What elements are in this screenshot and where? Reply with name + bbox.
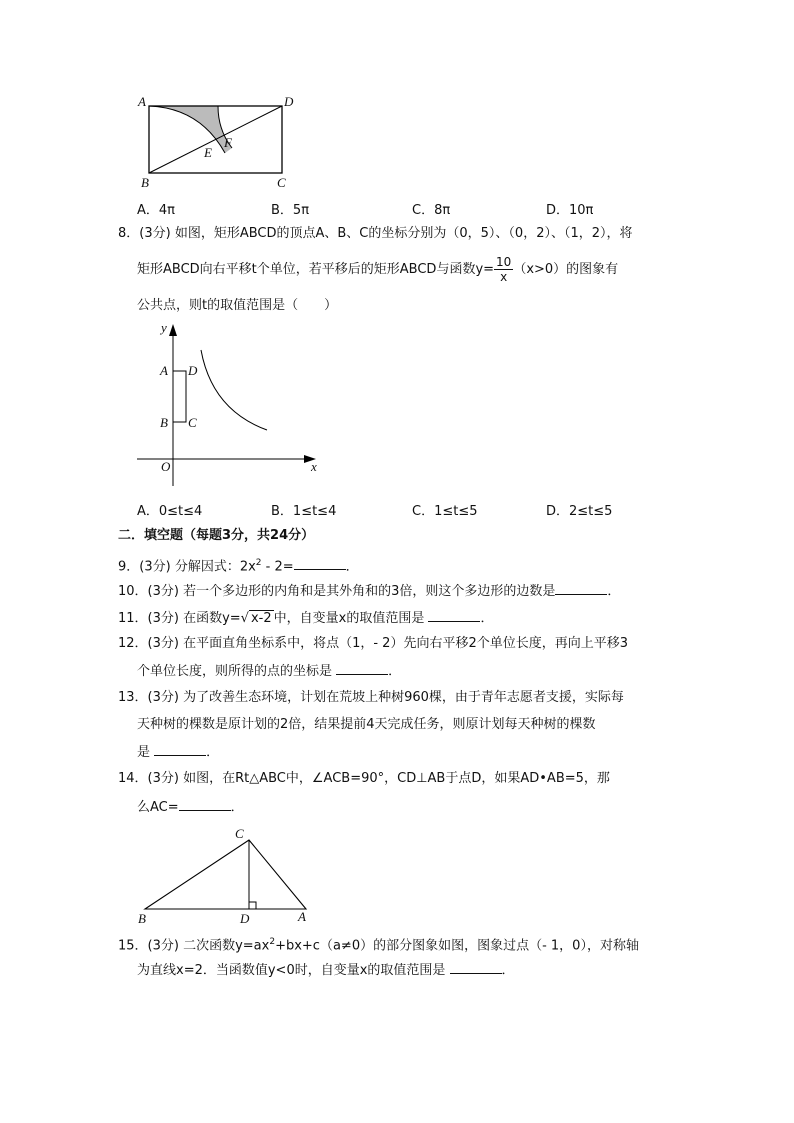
- q12-end: ．: [388, 664, 402, 679]
- label-a: A: [138, 94, 146, 109]
- q11-text-b: 中，自变量x的取值范围是: [273, 611, 429, 626]
- graph-label-c: C: [188, 415, 197, 430]
- label-c: C: [277, 175, 286, 190]
- q9: [118, 554, 359, 576]
- section-heading: 二．填空题（每题3分，共24分）: [118, 528, 315, 543]
- q8-option-b: B．1≤t≤4: [271, 504, 337, 519]
- answer-blank: [179, 798, 231, 811]
- q11-radicand: x-2: [250, 611, 272, 626]
- rectangle-figure: [149, 106, 282, 173]
- q10-text: 10．(3分) 若一个多边形的内角和是其外角和的3倍，则这个多边形的边数是: [118, 584, 556, 599]
- answer-blank: [336, 662, 388, 675]
- answer-blank: [555, 582, 607, 595]
- answer-blank: [154, 743, 206, 756]
- answer-blank: [450, 961, 502, 974]
- q9-text: 9．(3分) 分解因式：2x: [118, 559, 256, 575]
- fraction-numerator: 10: [496, 255, 512, 269]
- q15-exponent: 2: [269, 937, 276, 947]
- graph-label-y: y: [161, 320, 167, 335]
- triangle-figure: [145, 840, 306, 909]
- q15-line2: [137, 961, 515, 980]
- q14-line1: 14．(3分) 如图，在Rt△ABC中，∠ACB=90°，CD⊥AB于点D，如果AD•AB=5，那: [118, 771, 610, 786]
- q8-fraction: [494, 255, 513, 284]
- q8-line2-text: 矩形ABCD向右平移t个单位，若平移后的矩形ABCD与函数y=: [137, 262, 495, 277]
- q15-text-b: +bx+c（a≠0）的部分图象如图，图象过点（- 1，0），对称轴: [275, 938, 639, 954]
- q15-text: 15．(3分) 二次函数y=ax: [118, 938, 270, 954]
- q8-line3: 公共点，则t的取值范围是（ ）: [137, 298, 338, 313]
- tri-label-b: B: [138, 911, 146, 926]
- q11-end: ．: [480, 611, 494, 626]
- q10-end: ．: [607, 584, 621, 599]
- q13-line3: [137, 743, 219, 762]
- q7-option-b: B．5π: [271, 203, 310, 218]
- q14-text: 么AC=: [137, 800, 179, 815]
- graph-label-a: A: [160, 363, 168, 378]
- q12-line2: [137, 662, 401, 681]
- fraction-denominator: x: [500, 270, 508, 284]
- q9-text-b: - 2=: [261, 559, 294, 575]
- q15-text-2: 为直线x=2．当函数值y<0时，自变量x的取值范围是: [137, 963, 450, 978]
- q13-end: ．: [206, 745, 220, 760]
- q13-line2: 天种树的棵数是原计划的2倍，结果提前4天完成任务，则原计划每天种树的棵数: [137, 717, 596, 732]
- label-d: D: [284, 94, 294, 109]
- graph-label-o: O: [161, 459, 171, 474]
- label-f: F: [224, 135, 232, 150]
- label-e: E: [204, 145, 212, 160]
- graph-label-d: D: [188, 363, 198, 378]
- q14-line2: [137, 798, 244, 817]
- q13-line1: 13．(3分) 为了改善生态环境，计划在荒坡上种树960棵，由于青年志愿者支援，实际每: [118, 690, 624, 705]
- answer-blank: [294, 557, 346, 570]
- graph-label-b: B: [160, 415, 168, 430]
- label-b: B: [141, 175, 149, 190]
- q14-end: ．: [230, 800, 244, 815]
- q9-end: ．: [345, 559, 359, 575]
- q15-end: ．: [501, 963, 515, 978]
- q7-option-a: A．4π: [137, 203, 175, 218]
- q15-line1: [118, 933, 639, 955]
- q11-text: 11．(3分) 在函数y=√: [118, 611, 249, 626]
- q12-line1: 12．(3分) 在平面直角坐标系中，将点（1，- 2）先向右平移2个单位长度，再向上平移3: [118, 636, 628, 651]
- answer-blank: [428, 609, 480, 622]
- q8-option-a: A．0≤t≤4: [137, 504, 203, 519]
- q7-option-d: D．10π: [546, 203, 594, 218]
- q8-option-d: D．2≤t≤5: [546, 504, 613, 519]
- q8-line2-tail: （x>0）的图象有: [513, 262, 619, 277]
- q7-option-c: C．8π: [412, 203, 451, 218]
- q8-line1: 8．(3分) 如图，矩形ABCD的顶点A、B、C的坐标分别为（0，5）、（0，2）、（1，2），将: [118, 226, 633, 241]
- q8-line2: [137, 255, 618, 284]
- tri-label-c: C: [235, 826, 244, 841]
- q10: [118, 582, 620, 601]
- graph-label-x: x: [311, 459, 317, 474]
- tri-label-d: D: [240, 911, 250, 926]
- q9-exponent: 2: [255, 558, 262, 568]
- q12-text: 个单位长度，则所得的点的坐标是: [137, 664, 337, 679]
- tri-label-a: A: [298, 909, 306, 924]
- q13-text: 是: [137, 745, 155, 760]
- q8-option-c: C．1≤t≤5: [412, 504, 478, 519]
- q11: [118, 609, 493, 628]
